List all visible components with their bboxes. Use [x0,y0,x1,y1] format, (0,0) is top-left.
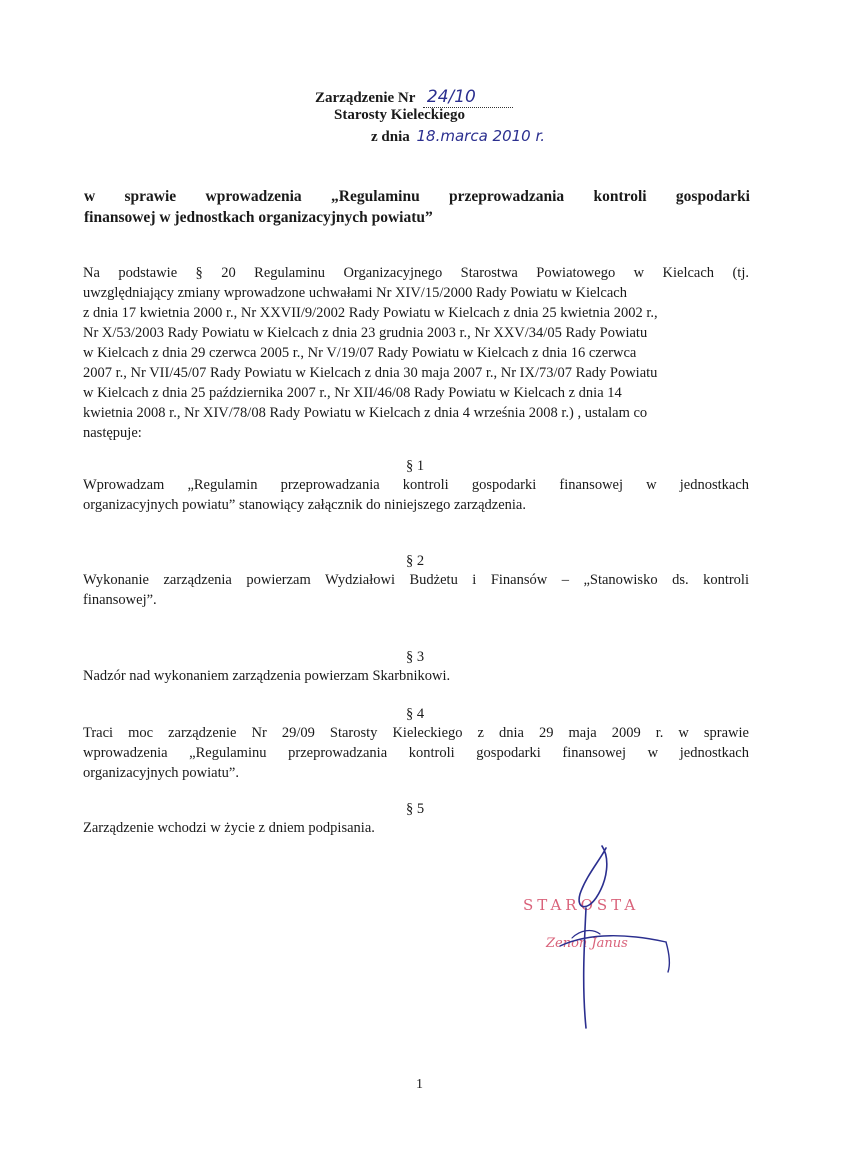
subject-line-1: w sprawie wprowadzenia „Regulaminu przeprowadzania kontroli gospodarki [84,188,750,205]
section-2-line: finansowej”. [83,592,157,608]
preamble-line: Na podstawie § 20 Regulaminu Organizacyjnego Starostwa Powiatowego w Kielcach (tj. [83,265,749,281]
preamble-line: Nr X/53/2003 Rady Powiatu w Kielcach z dnia 23 grudnia 2003 r., Nr XXV/34/05 Rady Powiatu [83,325,648,341]
preamble-line: uwzględniający zmiany wprowadzone uchwałami Nr XIV/15/2000 Rady Powiatu w Kielcach [83,285,627,301]
section-1-line: Wprowadzam „Regulamin przeprowadzania kontroli gospodarki finansowej w jednostkach [83,477,749,493]
section-heading-3: § 3 [406,649,425,665]
section-heading-5: § 5 [406,801,425,817]
section-1-line: organizacyjnych powiatu” stanowiący załącznik do niniejszego zarządzenia. [83,497,526,513]
ordinance-date-prefix: z dnia [371,129,410,145]
section-4-line: Traci moc zarządzenie Nr 29/09 Starosty Kieleckiego z dnia 29 maja 2009 r. w sprawie [83,725,749,741]
preamble-line: następuje: [83,425,142,441]
ordinance-title-prefix: Zarządzenie Nr [315,90,416,106]
preamble-line: w Kielcach z dnia 29 czerwca 2005 r., Nr V/19/07 Rady Powiatu w Kielcach z dnia 16 czerwca [83,345,637,361]
ordinance-number: 24/10 [426,87,476,107]
page-number: 1 [416,1077,423,1092]
signature-image [520,838,680,1038]
section-4-line: wprowadzenia „Regulaminu przeprowadzania kontroli gospodarki finansowej w jednostkach [83,745,749,761]
ordinance-subject [84,186,750,228]
subject-line-2: finansowej w jednostkach organizacyjnych powiatu” [84,209,433,226]
section-2-line: Wykonanie zarządzenia powierzam Wydziałowi Budżetu i Finansów – „Stanowisko ds. kontroli [83,572,749,588]
section-5-line: Zarządzenie wchodzi w życie z dniem podpisania. [83,820,375,836]
ordinance-date [371,127,545,146]
ordinance-title [315,87,513,108]
preamble-line: kwietnia 2008 r., Nr XIV/78/08 Rady Powiatu w Kielcach z dnia 4 września 2008 r.) , ustalam co [83,405,648,421]
ordinance-number-field [423,87,513,108]
section-heading-1: § 1 [406,458,425,474]
section-heading-2: § 2 [406,553,425,569]
ordinance-date-handwritten: 18.marca 2010 r. [416,127,546,145]
preamble-line: z dnia 17 kwietnia 2000 r., Nr XXVII/9/2002 Rady Powiatu w Kielcach z dnia 25 kwietnia 2002 r., [83,305,658,321]
ordinance-issuer: Starosty Kieleckiego [334,107,465,123]
section-4-line: organizacyjnych powiatu”. [83,765,239,781]
section-3-line: Nadzór nad wykonaniem zarządzenia powierzam Skarbnikowi. [83,668,451,684]
section-heading-4: § 4 [406,706,425,722]
official-stamp-title: STAROSTA [523,896,640,914]
preamble-line: 2007 r., Nr VII/45/07 Rady Powiatu w Kielcach z dnia 30 maja 2007 r., Nr IX/73/07 Rady Powiatu [83,365,658,381]
preamble-line: w Kielcach z dnia 25 października 2007 r., Nr XII/46/08 Rady Powiatu w Kielcach z dnia 14 [83,385,622,401]
official-stamp-name: Zenon Janus [546,936,628,951]
